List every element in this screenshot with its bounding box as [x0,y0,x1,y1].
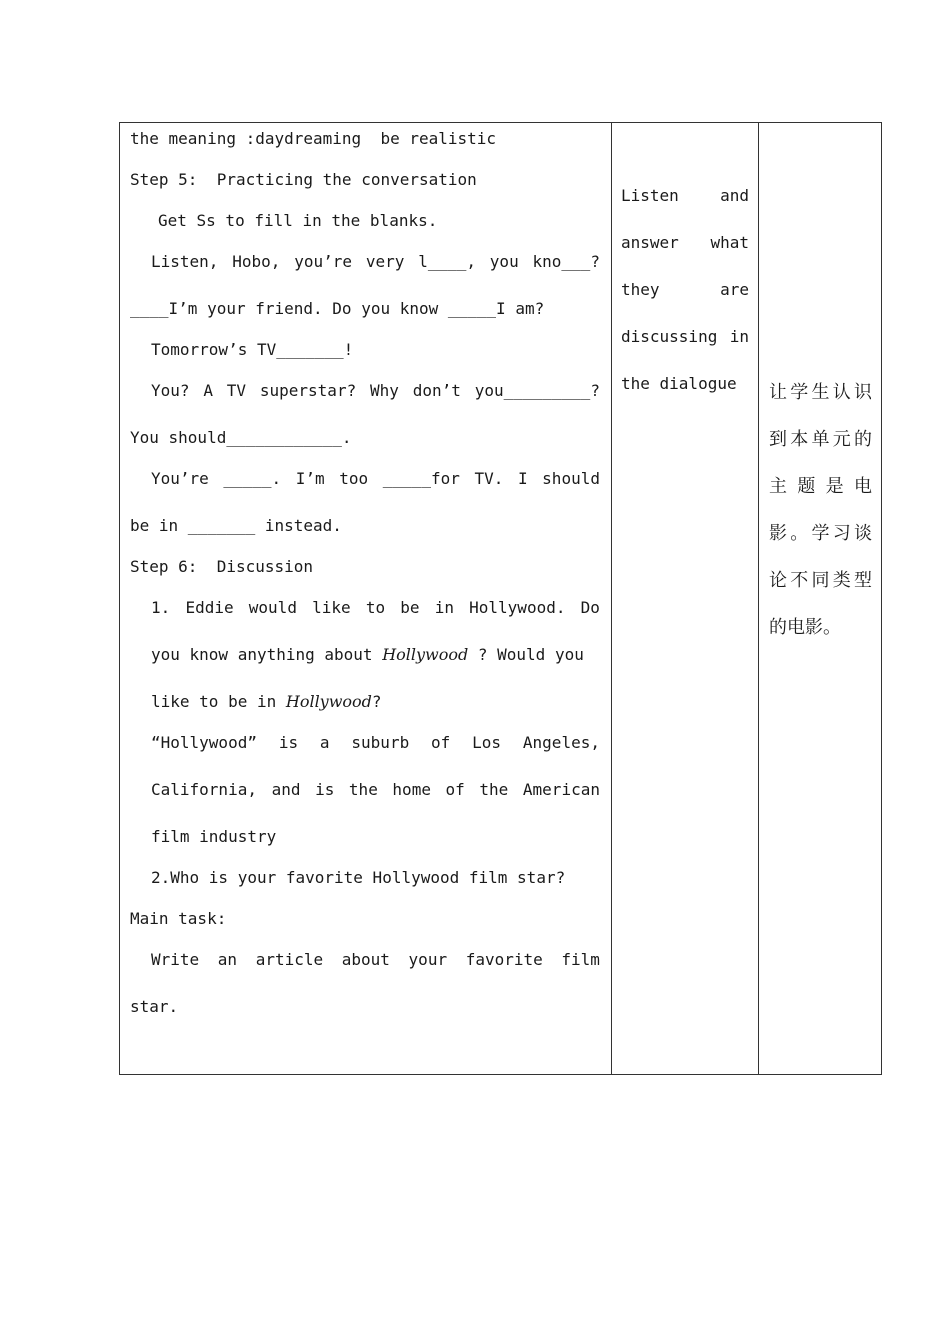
word: they [621,280,660,299]
meaning-text: the meaning :daydreaming [130,129,362,148]
word: kno___? [532,252,600,271]
word: 1. [151,598,171,617]
main-task-title: Main task: [130,909,227,928]
hollywood-italic: Hollywood [285,692,372,711]
word: Listen, [151,252,219,271]
word: of [431,733,451,752]
word: Hollywood. [469,598,566,617]
char: 同 [811,570,830,591]
question-1-line-3 [151,692,382,712]
intent-line-1 [769,382,872,404]
main-task-line-1 [151,950,600,970]
dialogue-line-1 [151,252,600,272]
procedure-cell [120,123,611,1074]
word: I [517,469,528,488]
char: 单 [811,429,830,450]
char: 识 [854,382,872,403]
question-2: 2.Who is your favorite Hollywood film star? [151,868,566,887]
word: I’m [295,469,325,488]
char: 让 [769,382,787,403]
word: the [479,780,509,799]
lesson-plan-table [119,122,882,1075]
word: and [720,186,749,205]
char: 学 [790,382,809,403]
char: 型 [854,570,872,591]
hollywood-info-line-1 [151,733,600,753]
hollywood-info-line-2 [151,780,600,800]
word: home [392,780,431,799]
word: Hobo, [232,252,281,271]
word: _____for [382,469,460,488]
question-1-line-1 [151,598,600,618]
word: answer [621,233,679,252]
word: in [434,598,454,617]
text: like to be in [151,692,286,711]
text: ? Would you [468,645,584,664]
char: 不 [790,570,809,591]
word: film [561,950,600,969]
activity-line-2 [621,233,749,253]
char: 电 [853,476,872,497]
word: a [319,733,330,752]
step6-title: Step 6: Discussion [130,557,314,576]
char: 生 [811,382,830,403]
hollywood-info-line-3: film industry [151,827,277,846]
text: you know anything about [151,645,383,664]
word: like [312,598,351,617]
word: Angeles, [522,733,600,752]
student-activity-cell [611,123,758,1074]
char: 。 [790,523,809,544]
dialogue-line-6 [151,469,600,489]
char: 的 [854,429,872,450]
word: You’re [151,469,209,488]
word: article [255,950,324,969]
word: _____. [223,469,282,488]
word: in [729,327,749,346]
main-task-line-2: star. [130,997,179,1016]
word: are [720,280,749,299]
word: favorite [465,950,543,969]
word: You? [151,381,190,400]
word: Why [370,381,399,400]
word: l____, [418,252,476,271]
dialogue-line-7: be in _______ instead. [130,516,342,535]
dialogue-line-2: ____I’m your friend. Do you know _____I am? [130,299,545,318]
word: California, [151,780,257,799]
word: to [365,598,386,617]
word: is [315,780,335,799]
activity-line-5: the dialogue [621,374,737,393]
dialogue-line-3: Tomorrow’s TV_______! [151,340,354,359]
fill-instruction: Get Ss to fill in the blanks. [158,211,438,230]
word: suburb [351,733,410,752]
word: Listen [621,186,679,205]
intent-line-3 [769,476,872,498]
char: 主 [769,476,787,497]
word: too [339,469,369,488]
word: you’re [294,252,353,271]
word: is [278,733,299,752]
word: your [408,950,448,969]
activity-line-1 [621,186,749,206]
word: an [217,950,238,969]
char: 认 [832,382,851,403]
word: you [489,252,519,271]
dialogue-line-4 [151,381,600,401]
realistic-text: be realistic [380,129,497,148]
hollywood-italic: Hollywood [382,645,469,664]
word: be [400,598,420,617]
word: the [348,780,378,799]
word: about [341,950,390,969]
intent-line-2 [769,429,872,451]
char: 习 [832,523,851,544]
intent-line-6: 的电影。 [769,617,841,638]
word: “Hollywood” [151,733,257,752]
word: TV [226,381,247,400]
char: 学 [811,523,830,544]
char: 题 [797,476,816,497]
word: what [710,233,749,252]
char: 论 [769,570,787,591]
word: very [365,252,405,271]
activity-line-3 [621,280,749,300]
char: 元 [832,429,851,450]
design-intent-cell [758,123,883,1074]
intent-line-5 [769,570,872,592]
word: Write [151,950,200,969]
text: ? [371,692,382,711]
word: A [203,381,213,400]
word: Eddie [185,598,234,617]
word: should [542,469,600,488]
word: discussing [621,327,718,346]
char: 谈 [854,523,872,544]
word: Do [580,598,600,617]
word: American [522,780,600,799]
char: 本 [790,429,809,450]
char: 影 [769,523,787,544]
dialogue-line-5: You should____________. [130,428,352,447]
word: would [248,598,297,617]
char: 到 [769,429,787,450]
intent-line-4 [769,523,872,545]
step5-title: Step 5: Practicing the conversation [130,170,477,189]
word: Los [472,733,502,752]
word: superstar? [259,381,357,400]
question-1-line-2 [151,645,584,665]
word: TV. [474,469,504,488]
activity-line-4 [621,327,749,347]
char: 是 [825,476,844,497]
word: and [271,780,301,799]
word: of [445,780,465,799]
word: you_________? [474,381,600,400]
meaning-line [130,129,496,149]
word: don’t [412,381,461,400]
char: 类 [832,570,851,591]
